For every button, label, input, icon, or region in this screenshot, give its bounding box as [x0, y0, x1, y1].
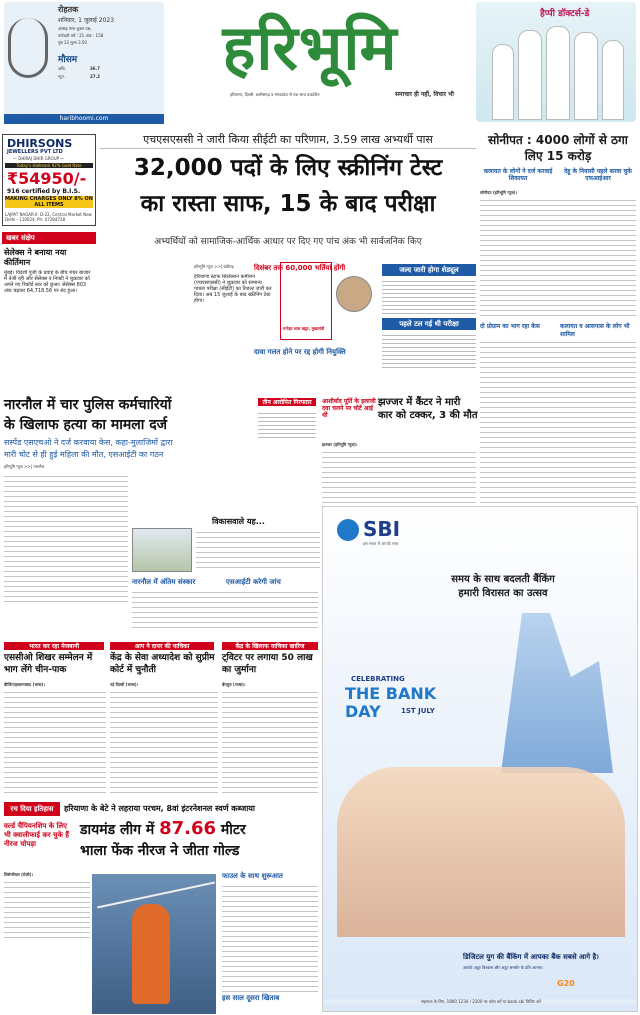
lead-box2-body [382, 332, 476, 368]
sbi-logo-icon [337, 519, 359, 541]
masthead [0, 0, 640, 128]
narnaul-body [4, 472, 128, 602]
sbi-headline-1: समय के साथ बदलती बैंकिंग [451, 574, 555, 585]
doctor-figure [518, 30, 542, 120]
sbi-bank-day: THE BANK DAY [345, 684, 437, 721]
masthead-city: रोहतक [58, 5, 79, 14]
ad-brand: DHIRSONS [7, 137, 73, 150]
mid-story-headline[interactable]: ट्विटर पर लगाया 50 लाख का जुर्माना [222, 653, 313, 675]
temp-max: 36.7 [90, 66, 100, 71]
lead-subhead: दावा गलत होने पर रद्द होगी नियुक्ति [254, 348, 346, 356]
sonipat-sub2: देहू के निवासी पहले करवा चुके एफआईआर [564, 168, 632, 182]
sbi-brand: SBI [363, 517, 401, 541]
jhajjar-kicker: आशीर्वाद पूर्ति के इलाजी दवा चलने पर चोटें आई थीं [322, 398, 376, 419]
masthead-line3: पृष्ठ 12 मूल्य 3.50 [58, 40, 87, 45]
sbi-headline-2: हमारी विरासत का उत्सव [458, 588, 548, 599]
masthead-line1: आषाढ़ मास शुक्ल पक्ष, [58, 26, 92, 31]
news-brief-section: खबर संक्षेप [2, 232, 96, 244]
mid-story-headline[interactable]: एससीओ शिखर सम्मेलन में भाग लेंगे चीन-पाक [4, 653, 93, 675]
lead-box1-body [382, 278, 476, 316]
lead-kicker: एचएसएससी ने जारी किया सीईटी का परिणाम, 3.59 लाख अभ्यर्थी पास [100, 132, 476, 149]
mid-story-dateline: बीजिंग/इस्लामाबाद (भाषा)। [4, 682, 45, 687]
temp-max-label: अधि. [58, 66, 66, 71]
mid-story-dateline: बेंगलुरु (भाषा)। [222, 682, 246, 687]
jhajjar-headline[interactable]: झज्जर में कैंटर ने मारी कार को टक्कर, 3 की मौत [378, 397, 478, 421]
sports-dateline: लिसेन्सेंचल (रोज़ी)। [4, 872, 33, 877]
sonipat-sub1: कलायत के लोगों ने दर्ज करवाई शिकायत [483, 168, 553, 182]
sports-sub2: इस साल दूसरा खिताब [222, 994, 280, 1002]
photo-caption-title: विकासवाले यह... [212, 517, 265, 526]
sub-section-title: एसआईटी करेगी जांच [226, 578, 281, 586]
narnaul-headline-1[interactable]: नारनौल में चार पुलिस कर्मचारियों [4, 397, 172, 413]
photo-body [196, 528, 320, 572]
sonipat-body [480, 196, 636, 316]
sbi-footer-1: डिजिटल युग की बैंकिंग में आपका बैंक सबसे आगे है। [463, 953, 599, 961]
lead-byline: हरिभूमि न्यूज >>| चंडीगढ़ [194, 264, 234, 269]
sports-kicker: हरियाणा के बेटे ने लहराया परचम, 8वां इंटरनेशनल स्वर्ण कब्जाया [64, 804, 255, 813]
lead-box2-title: पहले टल गई थी परीक्षा [382, 318, 476, 330]
sports-side: वर्ल्ड चैंपियनशिप के लिए भी क्वालीफाई कर चुके हैं नीरज चोपड़ा [4, 822, 69, 848]
sonipat-headline[interactable]: सोनीपत : 4000 लोगों से ठगा लिए 15 करोड़ [488, 133, 628, 163]
news-brief-body: मुंबई। विदेशी पूंजी के प्रवाह के बीच शेयर बाजार में तेजी रही और सेंसेक्स व निफ्टी ने शुक्रवार को अपने नए रिकॉर्ड स्तर को छुआ। सेंसेक्स 803 अंक चढ़कर 64,718.56 पर बंद हुआ। [4, 270, 91, 294]
sbi-date: 1ST JULY [401, 707, 435, 715]
site-url[interactable]: haribhoomi.com [4, 114, 164, 124]
sonipat-byline: सोनीपत (हरिभूमि न्यूज)। [480, 190, 518, 195]
ad-sub: — DHIRAJ DHIR GROUP — [13, 156, 65, 161]
ad-address: LAJPAT NAGAR-II: D-22, Central Market New Delhi - 110024, Ph: 47284728 [5, 212, 92, 222]
javelin-photo [92, 874, 216, 1014]
mid-story-body [4, 688, 106, 796]
mid-story-body [110, 688, 218, 796]
sports-tag: रच दिया इतिहास [4, 802, 60, 816]
mid-story-headline[interactable]: केंद्र के सेवा अध्यादेश को सुप्रीम कोर्ट में चुनौती [110, 653, 215, 675]
lead-headline-2[interactable]: का रास्ता साफ, 15 के बाद परीक्षा [140, 191, 436, 217]
sonipat-box2: कलायत व आसपास के लोग भी शामिल [560, 323, 630, 338]
athlete-figure [132, 904, 170, 1004]
lead-quote-byline: - मनोहर लाल खट्टर, मुख्यमंत्री [280, 326, 325, 331]
sports-headline-1b: मीटर [220, 822, 246, 838]
lead-deck: अभ्यर्थियों को सामाजिक-आर्थिक आधार पर दिए गए पांच अंक भी सार्वजनिक किए [154, 237, 422, 247]
weather-title: मौसम [58, 55, 78, 65]
narnaul-deck-1: सस्पेंड एसएचओ ने दर्ज करवाया केस, कहा-मुलाजिमों द्वारा [4, 438, 173, 447]
jhajjar-body [322, 448, 476, 504]
mid-story-body [222, 688, 318, 796]
lead-box1-title: जल्द जारी होगा शेड्यूल [382, 264, 476, 276]
temp-min-label: न्यून. [58, 74, 65, 79]
sports-body-2 [222, 882, 318, 992]
masthead-slogan: समाचार ही नहीं, विचार भी [395, 91, 454, 98]
masthead-date: शनिवार, 1 जुलाई 2023 [58, 17, 115, 24]
narnaul-byline: हरिभूमि न्यूज >>| नारनौल [4, 464, 45, 469]
ad-purity: 916 certified by B.I.S. [7, 188, 81, 195]
ad-brand2: JEWELLERS PVT LTD [7, 149, 63, 155]
sports-sub1: फाउल के साथ शुरूआत [222, 872, 283, 880]
sports-distance: 87.66 [159, 818, 217, 839]
mid-story-tag: केंद्र के खिलाफ याचिका खारिज [222, 642, 318, 650]
sonipat-body-2 [480, 338, 636, 506]
building-photo [132, 528, 192, 572]
sbi-people-group [337, 767, 625, 937]
mid-story-tag: भारत कर रहा मेजबानी [4, 642, 104, 650]
sbi-helpline[interactable]: सहायता के लिए, 1800 1234 / 2100 पर कॉल करें या bank.sbi विजिट करें [323, 999, 638, 1004]
cm-photo [336, 276, 372, 312]
news-brief-headline[interactable]: सेलेक्स ने बनाया नया कीर्तिमान [4, 248, 67, 267]
narnaul-headline-2[interactable]: के खिलाफ हत्या का मामला दर्ज [4, 417, 168, 433]
doctor-figure [602, 40, 624, 120]
mid-story-dateline: नई दिल्ली (भाषा)। [110, 682, 139, 687]
mid-story-tag: आप ने दायर की याचिका [110, 642, 214, 650]
sbi-celebrating: CELEBRATING [351, 675, 405, 683]
sports-body [4, 878, 90, 938]
doctor-figure [546, 26, 570, 120]
jeweller-ad[interactable] [2, 134, 96, 226]
sbi-tagline-small: इस सफर में आपके साथ [363, 541, 399, 546]
sbi-tower-image [473, 613, 613, 773]
lead-body: हरियाणा स्टाफ सिलेक्शन कमीशन (एचएसएससी) ने शुक्रवार को सामान्य पात्रता परीक्षा (सीईटी) का रिजल्ट जारी कर दिया। अब 15 जुलाई के बाद स्क्रीनिंग टेस्ट होगा। [194, 274, 272, 304]
stethoscope-icon [8, 18, 48, 78]
masthead-tagline: हरियाणा, दिल्ली, छत्तीसगढ़ व मध्यप्रदेश से एक साथ प्रकाशित [230, 92, 320, 97]
doctor-figure [492, 44, 514, 120]
ad-charges: MAKING CHARGES ONLY 8% ON ALL ITEMS [5, 196, 93, 208]
ad-price: ₹54950/- [7, 169, 87, 188]
sbi-ad[interactable] [322, 506, 638, 1012]
doctor-figure [574, 32, 598, 120]
narnaul-side-body [258, 410, 316, 438]
narnaul-side-title: तीन आरोपित गिरफ्तार [258, 398, 316, 406]
sbi-g20-logo: G20 [557, 979, 575, 988]
lead-headline-1[interactable]: 32,000 पदों के लिए स्क्रीनिंग टेस्ट [133, 155, 443, 181]
lead-quote-title: दिसंबर तक 60,000 भर्तियां होंगी [254, 264, 346, 272]
masthead-line2: त्रयोदशी वर्ष : 21 अंक : 158 [58, 33, 104, 38]
sonipat-box1: दो प्रोग्राम का भाग रहा केस [480, 323, 540, 330]
sbi-footer-2: आपके अटूट विश्वास और अटूट समर्थन के प्रति आभार। [463, 965, 544, 970]
sports-headline-1[interactable] [80, 820, 320, 839]
sub-section-body [132, 588, 318, 632]
doctors-day-title: हैप्पी डॉक्टर्स-डे [540, 9, 590, 19]
narnaul-deck-2: मारी चोट से ही हुई महिला की मौत, एसआईटी का गठन [4, 450, 164, 459]
sub-section-title: नारनौल में अंतिम संस्कार [132, 578, 196, 586]
temp-min: 27.2 [90, 74, 100, 79]
sports-headline-2[interactable]: भाला फेंक नीरज ने जीता गोल्ड [80, 843, 240, 859]
sports-headline-1a: डायमंड लीग में [80, 822, 155, 838]
masthead-logo: हरिभूमि [222, 11, 398, 84]
ad-rate-label: Today's Hallmark 92% Gold Rate [5, 163, 93, 168]
jhajjar-byline: झज्जर (हरिभूमि न्यूज)। [322, 442, 358, 447]
